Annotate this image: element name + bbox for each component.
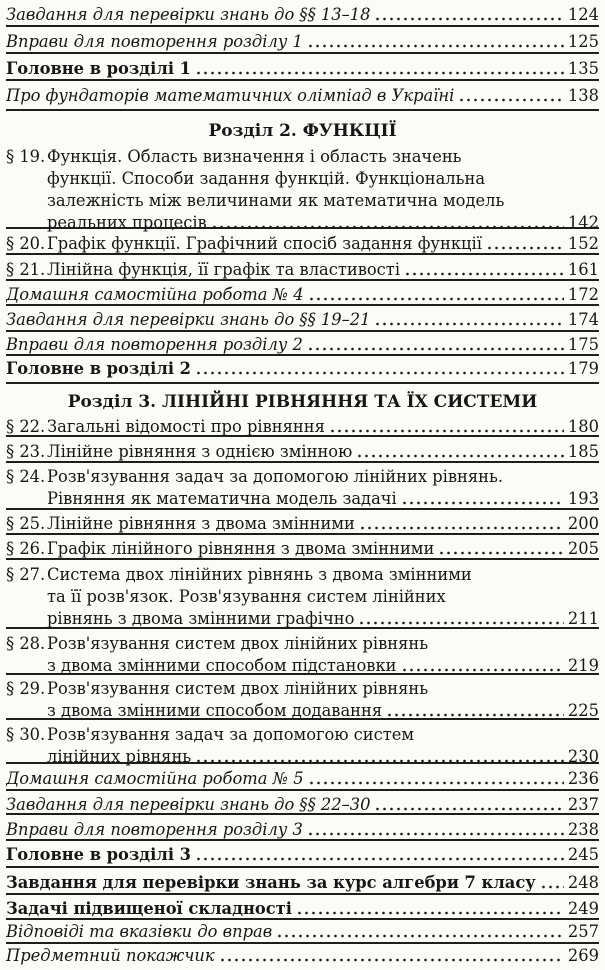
page-number: 219 [567,656,599,675]
dot-leader [386,712,564,718]
toc-entry[interactable] [6,358,599,380]
toc-entry-line [6,334,599,356]
toc-entry-title: Завдання для перевірки знань до §§ 22–30 [6,795,371,814]
toc-entry-line [6,488,599,510]
toc-entry-line [6,284,599,306]
page-number: 205 [567,539,599,558]
toc-entry-title: Задачі підвищеної складності [6,899,292,918]
dot-leader [374,16,563,22]
dot-leader [486,245,564,251]
toc-entry-title: Головне в розділі 3 [6,845,192,864]
dot-leader [356,453,564,459]
toc-entry-title: Рівняння як математична модель задачі [47,489,397,508]
section-number: § 29. [6,679,46,698]
page-number: 193 [567,489,599,508]
page-number: 257 [567,922,599,941]
page-number: 211 [567,609,599,628]
toc-entry[interactable] [6,334,599,356]
toc-entry-title: Загальні відомості про рівняння [47,417,325,436]
toc-entry[interactable] [6,921,599,943]
toc-entry-line [6,608,599,630]
toc-entry-line [6,259,599,281]
page-number: 172 [567,285,599,304]
toc-entry-title: Розв'язування систем двох лінійних рівнянь [47,634,429,653]
toc-entry-title: Розв'язування задач за допомогою лінійних рівнянь. [47,467,504,486]
toc-entry-title: Функція. Область визначення і область значень [47,147,462,166]
page-number: 249 [567,899,599,918]
toc-entry-line [6,190,599,212]
toc-entry-title: Лінійне рівняння з однією змінною [47,442,353,461]
toc-entry-line [6,921,599,943]
page-number: 174 [567,310,599,329]
dot-leader [358,620,563,626]
page-number: 124 [567,5,599,24]
dot-leader [374,321,563,327]
dot-leader [307,346,564,352]
toc-entry[interactable] [6,309,599,331]
section-heading-2: Розділ 2. ФУНКЦІЇ [208,121,397,141]
page-number: 125 [567,32,599,51]
divider-rule [6,382,599,384]
toc-entry-line [6,768,599,790]
toc-entry[interactable] [6,872,599,894]
toc-entry[interactable] [6,85,599,107]
divider-rule [6,866,599,868]
toc-entry-line [6,844,599,866]
toc-entry-line [6,678,599,700]
page-number: 200 [567,514,599,533]
toc-entry[interactable] [6,724,599,768]
page-number: 237 [567,795,599,814]
dot-leader [404,271,564,277]
dot-leader [540,884,564,890]
toc-entry-line [6,513,599,535]
toc-entry[interactable] [6,898,599,920]
section-number: § 26. [6,539,46,558]
dot-leader [458,97,564,103]
toc-entry-title: Розв'язування задач за допомогою систем [47,725,415,744]
dot-leader [195,70,564,76]
toc-entry-line [6,212,599,234]
toc-entry-line [6,898,599,920]
toc-entry[interactable] [6,233,599,255]
toc-entry-line [6,700,599,722]
toc-entry-title: Лінійна функція, її графік та властивості [47,260,401,279]
section-number: § 20. [6,234,46,253]
toc-entry-line [6,746,599,768]
toc-entry[interactable] [6,844,599,866]
toc-entry[interactable] [6,416,599,438]
toc-entry-line [6,168,599,190]
toc-entry[interactable] [6,794,599,816]
toc-entry-line [6,416,599,438]
section-number: § 25. [6,514,46,533]
toc-entry-title: Головне в розділі 1 [6,59,192,78]
toc-entry-line [6,358,599,380]
toc-entry-title: Предметний покажчик [6,946,215,965]
toc-entry-title: лінійних рівнянь [47,747,192,766]
section-number: § 19. [6,147,46,166]
section-number: § 27. [6,565,46,584]
section-number: § 30. [6,725,46,744]
page-number: 225 [567,701,599,720]
toc-entry-title: функції. Способи задання функцій. Функціональна [47,169,486,188]
toc-entry-line [6,31,599,53]
toc-entry-title: Домашня самостійна робота № 5 [6,769,304,788]
toc-entry[interactable] [6,466,599,510]
toc-entry-title: Домашня самостійна робота № 4 [6,285,304,304]
section-number: § 22. [6,417,46,436]
section-number: § 23. [6,442,46,461]
page-number: 161 [567,260,599,279]
page-number: 180 [567,417,599,436]
page-number: 238 [567,820,599,839]
toc-entry-line [6,466,599,488]
dot-leader [219,957,564,963]
section-number: § 28. [6,634,46,653]
toc-entry-line [6,872,599,894]
page-number: 245 [567,845,599,864]
toc-entry-line [6,564,599,586]
toc-entry-line [6,945,599,967]
toc-entry-line [6,538,599,560]
section-number: § 24. [6,467,46,486]
page-number: 175 [567,335,599,354]
toc-entry-title: рівнянь з двома змінними графічно [47,609,355,628]
toc-entry-title: Завдання для перевірки знань до §§ 13–18 [6,5,371,24]
toc-entry-title: Розв'язування систем двох лінійних рівнянь [47,679,429,698]
toc-entry-title: Графік лінійного рівняння з двома змінними [47,539,435,558]
page-number: 269 [567,946,599,965]
page-number: 236 [567,769,599,788]
toc-entry[interactable] [6,819,599,841]
toc-entry[interactable] [6,538,599,560]
toc-entry-title: з двома змінними способом додавання [47,701,383,720]
toc-entry-line [6,655,599,677]
dot-leader [308,296,564,302]
dot-leader [359,525,564,531]
toc-entry[interactable] [6,633,599,677]
toc-entry-line [6,4,599,26]
toc-entry-title: з двома змінними способом підстановки [47,656,397,675]
toc-entry-title: Завдання для перевірки знань до §§ 19–21 [6,310,371,329]
dot-leader [276,933,564,939]
toc-entry[interactable] [6,31,599,53]
toc-entry-title: Вправи для повторення розділу 2 [6,335,303,354]
toc-entry[interactable] [6,146,599,234]
page-number: 138 [567,86,599,105]
toc-entry-line [6,233,599,255]
toc-entry[interactable] [6,284,599,306]
toc-entry-line [6,309,599,331]
dot-leader [438,550,564,556]
dot-leader [307,831,564,837]
toc-entry-line [6,819,599,841]
toc-entry[interactable] [6,58,599,80]
toc-entry-line [6,586,599,608]
page-number: 152 [567,234,599,253]
dot-leader [211,224,564,230]
toc-entry-line [6,794,599,816]
toc-entry-line [6,441,599,463]
dot-leader [374,806,563,812]
toc-entry-title: та її розв'язок. Розв'язування систем лінійних [47,587,446,606]
toc-entry[interactable] [6,513,599,535]
toc-entry[interactable] [6,259,599,281]
page-number: 248 [567,873,599,892]
dot-leader [296,910,564,916]
toc-entry-title: Завдання для перевірки знань за курс алгебри 7 класу [6,873,536,892]
section-heading-3: Розділ 3. ЛІНІЙНІ РІВНЯННЯ ТА ЇХ СИСТЕМИ [67,392,538,412]
dot-leader [308,780,564,786]
toc-entry-title: Вправи для повторення розділу 3 [6,820,303,839]
toc-entry[interactable] [6,4,599,26]
section-number: § 21. [6,260,46,279]
toc-entry[interactable] [6,768,599,790]
dot-leader [195,856,564,862]
toc-entry-title: Система двох лінійних рівнянь з двома змінними [47,565,472,584]
toc-entry-line [6,146,599,168]
dot-leader [195,758,564,764]
dot-leader [401,667,564,673]
toc-entry[interactable] [6,945,599,967]
toc-entry-title: Графік функції. Графічний спосіб задання функції [47,234,482,253]
divider-rule [6,109,599,111]
toc-entry-title: Відповіді та вказівки до вправ [6,922,273,941]
page-number: 185 [567,442,599,461]
page-number: 179 [567,359,599,378]
toc-entry-line [6,58,599,80]
toc-entry[interactable] [6,441,599,463]
page-number: 142 [567,213,599,232]
toc-entry[interactable] [6,678,599,722]
dot-leader [307,43,564,49]
toc-entry-title: реальних процесів [47,213,207,232]
toc-entry-line [6,85,599,107]
toc-entry-title: Лінійне рівняння з двома змінними [47,514,355,533]
toc-entry-title: Головне в розділі 2 [6,359,192,378]
page-number: 230 [567,747,599,766]
page-number: 135 [567,59,599,78]
dot-leader [195,370,564,376]
toc-entry-title: залежність між величинами як математична модель [47,191,505,210]
toc-entry-title: Вправи для повторення розділу 1 [6,32,303,51]
toc-entry-line [6,724,599,746]
dot-leader [329,428,564,434]
dot-leader [401,500,564,506]
toc-entry-line [6,633,599,655]
toc-entry-title: Про фундаторів математичних олімпіад в Україні [6,86,455,105]
toc-entry[interactable] [6,564,599,630]
